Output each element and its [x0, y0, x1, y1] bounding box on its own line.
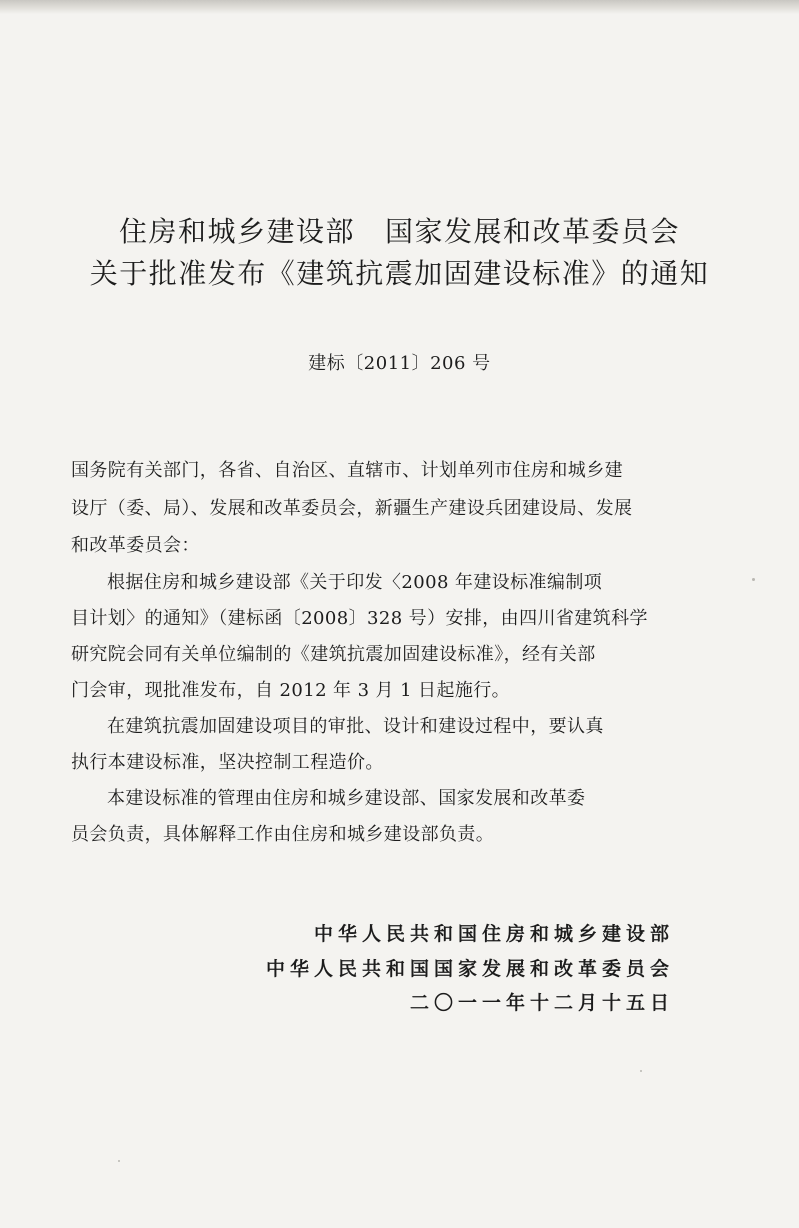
signatory-ndrc: 中华人民共和国国家发展和改革委员会	[265, 958, 674, 980]
paragraph-line: 执行本建设标准，坚决控制工程造价。	[71, 752, 384, 773]
paragraph-line: 在建筑抗震加固建设项目的审批、设计和建设过程中，要认真	[107, 716, 604, 737]
paragraph-line: 目计划〉的通知》（建标函〔2008〕328 号）安排，由四川省建筑科学	[71, 608, 648, 629]
paragraph-line: 研究院会同有关单位编制的《建筑抗震加固建设标准》，经有关部	[71, 644, 596, 665]
addressee-line: 和改革委员会：	[71, 535, 200, 556]
paragraph-line: 员会负责，具体解释工作由住房和城乡建设部负责。	[71, 824, 495, 845]
addressee-line: 国务院有关部门，各省、自治区、直辖市、计划单列市住房和城乡建	[71, 460, 623, 481]
issuer-ministry-housing: 住房和城乡建设部	[118, 215, 355, 248]
notice-title-line1	[0, 215, 799, 249]
document-number: 建标〔2011〕206 号	[308, 353, 491, 374]
issuer-ndrc: 国家发展和改革委员会	[385, 215, 681, 248]
paragraph-line: 本建设标准的管理由住房和城乡建设部、国家发展和改革委	[107, 788, 586, 809]
paragraph-line: 门会审，现批准发布，自 2012 年 3 月 1 日起施行。	[71, 680, 511, 701]
signatory-ministry-housing: 中华人民共和国住房和城乡建设部	[313, 923, 674, 945]
scan-speck	[118, 1160, 120, 1162]
scan-speck	[640, 1070, 642, 1072]
scan-top-edge	[0, 0, 799, 14]
signature-date: 二〇一一年十二月十五日	[409, 992, 674, 1014]
addressee-line: 设厅（委、局）、发展和改革委员会，新疆生产建设兵团建设局、发展	[71, 498, 633, 519]
scan-speck	[752, 578, 755, 581]
notice-title-line2: 关于批准发布《建筑抗震加固建设标准》的通知	[89, 257, 710, 290]
paragraph-line: 根据住房和城乡建设部《关于印发〈2008 年建设标准编制项	[107, 572, 603, 593]
